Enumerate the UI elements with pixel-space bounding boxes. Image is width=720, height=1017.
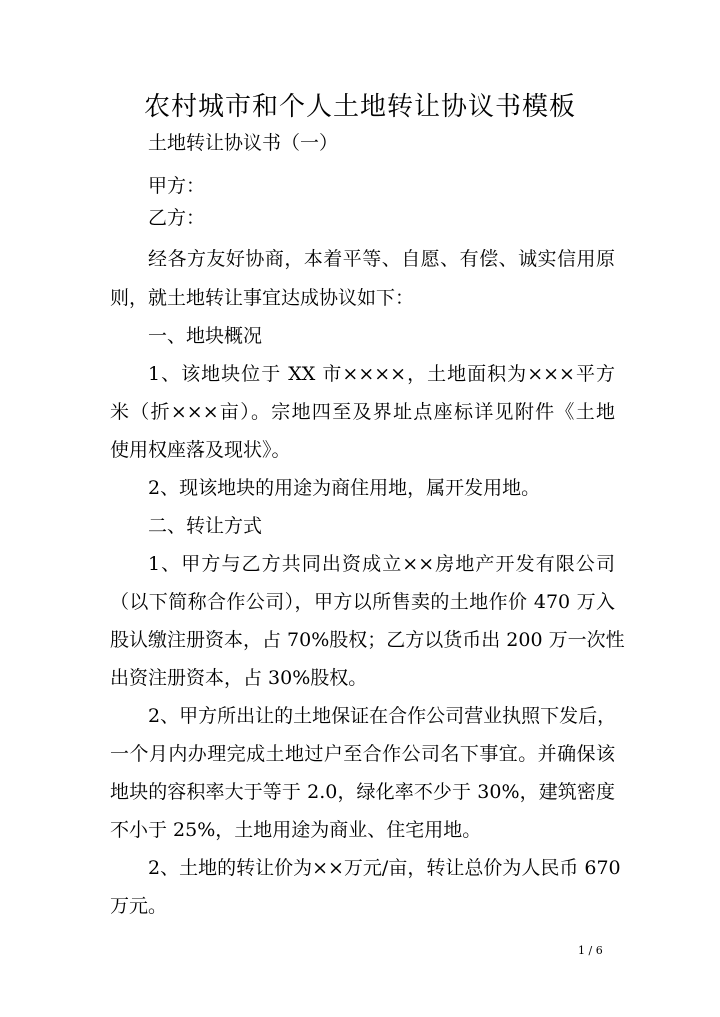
text-line: 2、现该地块的用途为商住用地，属开发用地。 — [148, 477, 541, 499]
text-line: 使用权座落及现状》。 — [110, 439, 291, 461]
text-line: 2、土地的转让价为××万元/亩，转让总价为人民币 670 — [148, 857, 621, 879]
text-line: （以下简称合作公司），甲方以所售卖的土地作价 470 万入 — [110, 591, 615, 613]
text-line: 2、甲方所出让的土地保证在合作公司营业执照下发后， — [148, 705, 617, 727]
section-heading: 二、转让方式 — [148, 515, 263, 537]
page-number: 1 / 6 — [578, 944, 603, 957]
text-line: 经各方友好协商，本着平等、自愿、有偿、诚实信用原 — [148, 248, 615, 270]
text-line: 一个月内办理完成土地过户至合作公司名下事宜。并确保该 — [110, 743, 615, 765]
section-heading: 一、地块概况 — [148, 325, 263, 347]
party-b-label: 乙方： — [148, 207, 206, 229]
text-line: 则，就土地转让事宜达成协议如下： — [110, 287, 415, 309]
agreement-subtitle: 土地转让协议书（一） — [148, 132, 339, 154]
text-line: 1、该地块位于 XX 市××××，土地面积为×××平方 — [148, 363, 615, 385]
text-line: 出资注册资本，占 30%股权。 — [110, 667, 368, 689]
text-line: 万元。 — [110, 895, 168, 917]
text-line: 地块的容积率大于等于 2.0，绿化率不少于 30%，建筑密度 — [110, 781, 615, 803]
party-a-label: 甲方： — [148, 175, 206, 197]
text-line: 1、甲方与乙方共同出资成立××房地产开发有限公司 — [148, 553, 615, 575]
text-line: 不小于 25%，土地用途为商业、住宅用地。 — [110, 819, 482, 841]
document-title: 农村城市和个人土地转让协议书模板 — [143, 92, 576, 122]
text-line: 股认缴注册资本，占 70%股权；乙方以货币出 200 万一次性 — [110, 629, 625, 651]
text-line: 米（折×××亩）。宗地四至及界址点座标详见附件《土地 — [110, 401, 615, 423]
